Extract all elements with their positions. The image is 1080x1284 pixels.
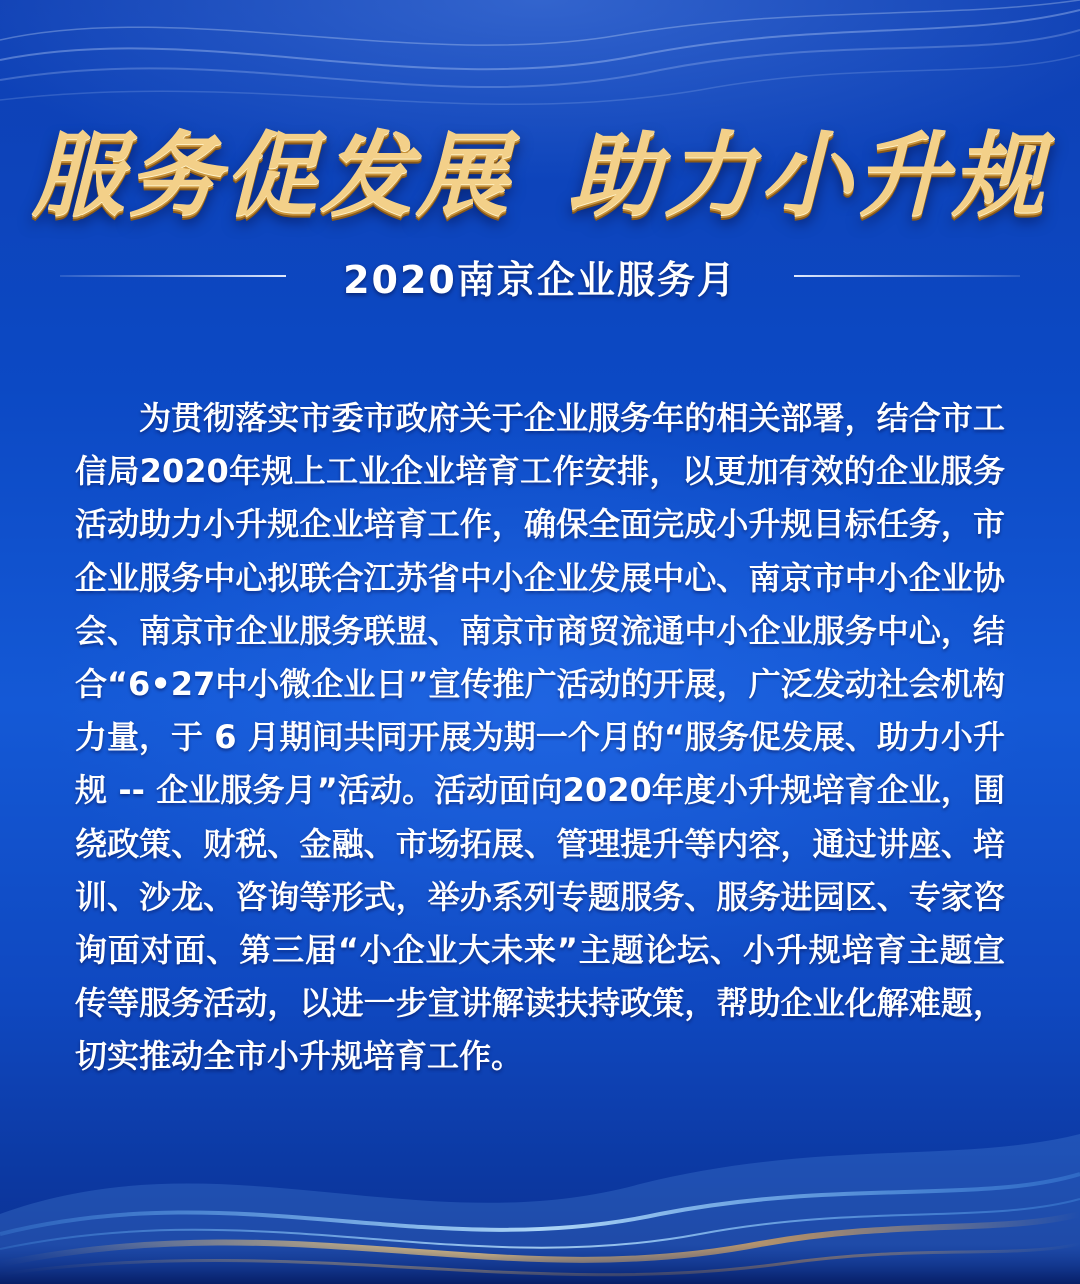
bottom-wave-decoration bbox=[0, 1094, 1080, 1284]
body-paragraph: 为贯彻落实市委市政府关于企业服务年的相关部署，结合市工信局2020年规上工业企业培育工作安排，以更加有效的企业服务活动助力小升规企业培育工作，确保全面完成小升规目标任务，市企业服务中心拟联合江苏省中小企业发展中心、南京市中小企业协会、南京市企业服务联盟、南京市商贸流通中小企业服务中心，结合“6•27中小微企业日”宣传推广活动的开展，广泛发动社会机构力量，于 6 月期间共同开展为期一个月的“服务促发展、助力小升规 -- 企业服务月”活动。活动面向2020年度小升规培育企业，围绕政策、财税、金融、市场拓展、管理提升等内容，通过讲座、培训、沙龙、咨询等形式，举办系列专题服务、服务进园区、专家咨询面对面、第三届“小企业大未来”主题论坛、小升规培育主题宣传等服务活动，以进一步宣讲解读扶持政策，帮助企业化解难题，切实推动全市小升规培育工作。 bbox=[75, 399, 1005, 1076]
right-divider-line bbox=[794, 275, 1020, 277]
headline-right: 助力小升规 bbox=[568, 121, 1049, 229]
subtitle-row bbox=[60, 246, 1020, 306]
headline bbox=[0, 100, 1080, 250]
left-divider-line bbox=[60, 275, 286, 277]
headline-left: 服务促发展 bbox=[31, 121, 512, 229]
subtitle: 2020南京企业服务月 bbox=[343, 257, 737, 302]
